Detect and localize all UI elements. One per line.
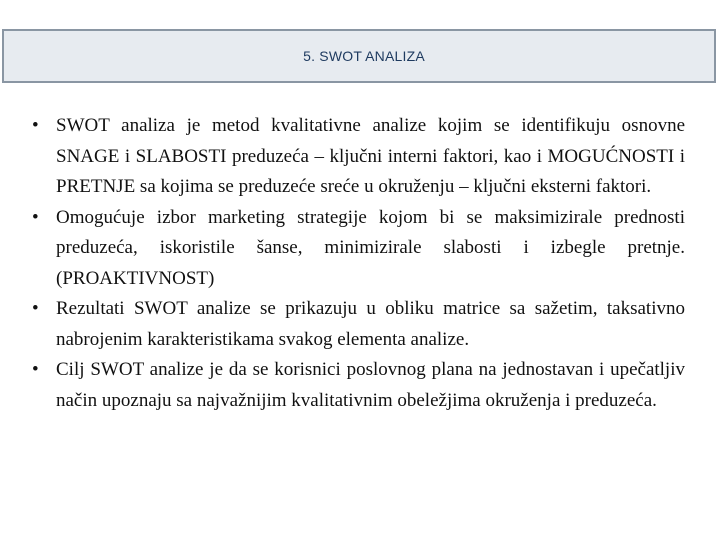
slide-title-bar [2,29,716,83]
bullet-item-3 [32,294,685,355]
bullet-icon: • [32,359,39,380]
bullet-icon: • [32,206,39,228]
slide-title: 5. SWOT ANALIZA [303,47,425,64]
bullet-item-2 [32,203,685,295]
bullet-item-4 [32,355,685,416]
bullet-text: Rezultati SWOT analize se prikazuju u obliku matrice sa sažetim, taksativno nabrojenim karakteristikama svakog elementa analize. [56,298,685,350]
bullet-text: Cilj SWOT analize je da se korisnici poslovnog plana na jednostavan i upečatljiv način upoznaju sa najvažnijim kvalitativnim obeležjima okruženja i preduzeća. [56,359,685,411]
bullet-list [32,111,685,416]
bullet-item-1 [32,111,685,203]
bullet-text: Omogućuje izbor marketing strategije kojom bi se maksimizirale prednosti preduzeća, iskoristile šanse, minimizirale slabosti i izbegle pretnje. (PROAKTIVNOST) [56,206,685,289]
bullet-icon: • [32,115,39,136]
bullet-text: SWOT analiza je metod kvalitativne analize kojim se identifikuju osnovne SNAGE i SLABOSTI preduzeća – ključni interni faktori, kao i MOGUĆNOSTI i PRETNJE sa kojima se preduzeće sreće u okruženju – ključni eksterni faktori. [56,115,685,197]
bullet-icon: • [32,298,39,319]
